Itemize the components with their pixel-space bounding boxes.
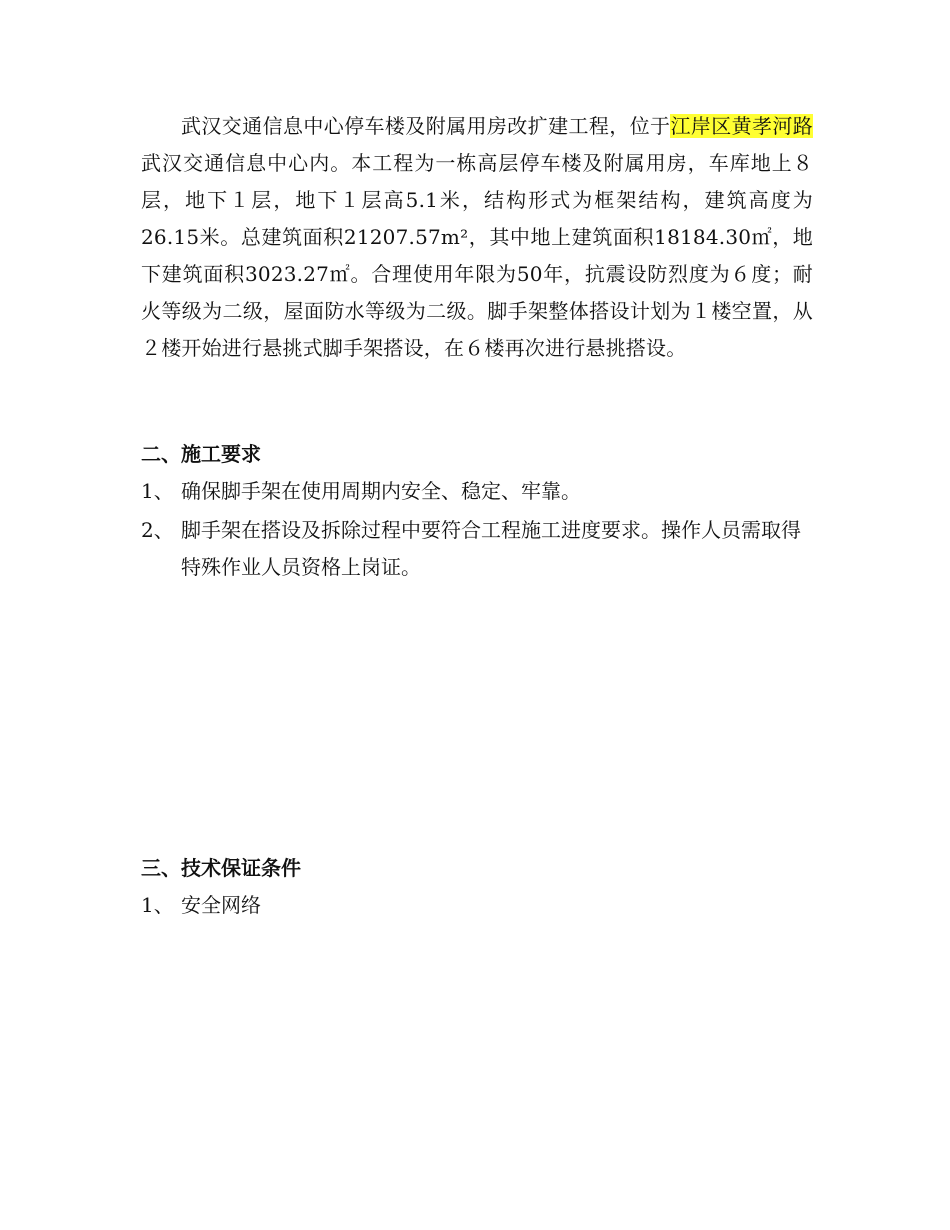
section-heading-construction-requirements: 二、施工要求 [141,442,261,466]
location-highlight: 江岸区黄孝河路 [670,114,813,138]
list-item [141,473,813,510]
intro-paragraph [141,108,813,367]
intro-text-before: 武汉交通信息中心停车楼及附属用房改扩建工程，位于 [181,114,671,138]
list-item [141,512,813,586]
list-item-text: 脚手架在搭设及拆除过程中要符合工程施工进度要求。操作人员需取得特殊作业人员资格上岗证。 [181,518,801,579]
intro-text-after: 武汉交通信息中心内。本工程为一栋高层停车楼及附属用房，车库地上８层，地下１层，地下１层高5.1米，结构形式为框架结构，建筑高度为26.15米。总建筑面积21207.57m²，其中地上建筑面积18184.30㎡，地下建筑面积3023.27㎡。合理使用年限为50年，抗震设防烈度为６度；耐火等级为二级，屋面防水等级为二级。脚手架整体搭设计划为１楼空置，从２楼开始进行悬挑式脚手架搭设，在６楼再次进行悬挑搭设。 [141,151,813,360]
section-heading-technical-guarantee: 三、技术保证条件 [141,856,301,880]
list-item-number: 1、 [141,893,174,917]
list-item-number: 1、 [141,479,174,503]
list-item [141,887,813,924]
list-item-number: 2、 [141,518,174,542]
list-item-text: 安全网络 [181,893,261,917]
list-item-text: 确保脚手架在使用周期内安全、稳定、牢靠。 [181,479,581,503]
